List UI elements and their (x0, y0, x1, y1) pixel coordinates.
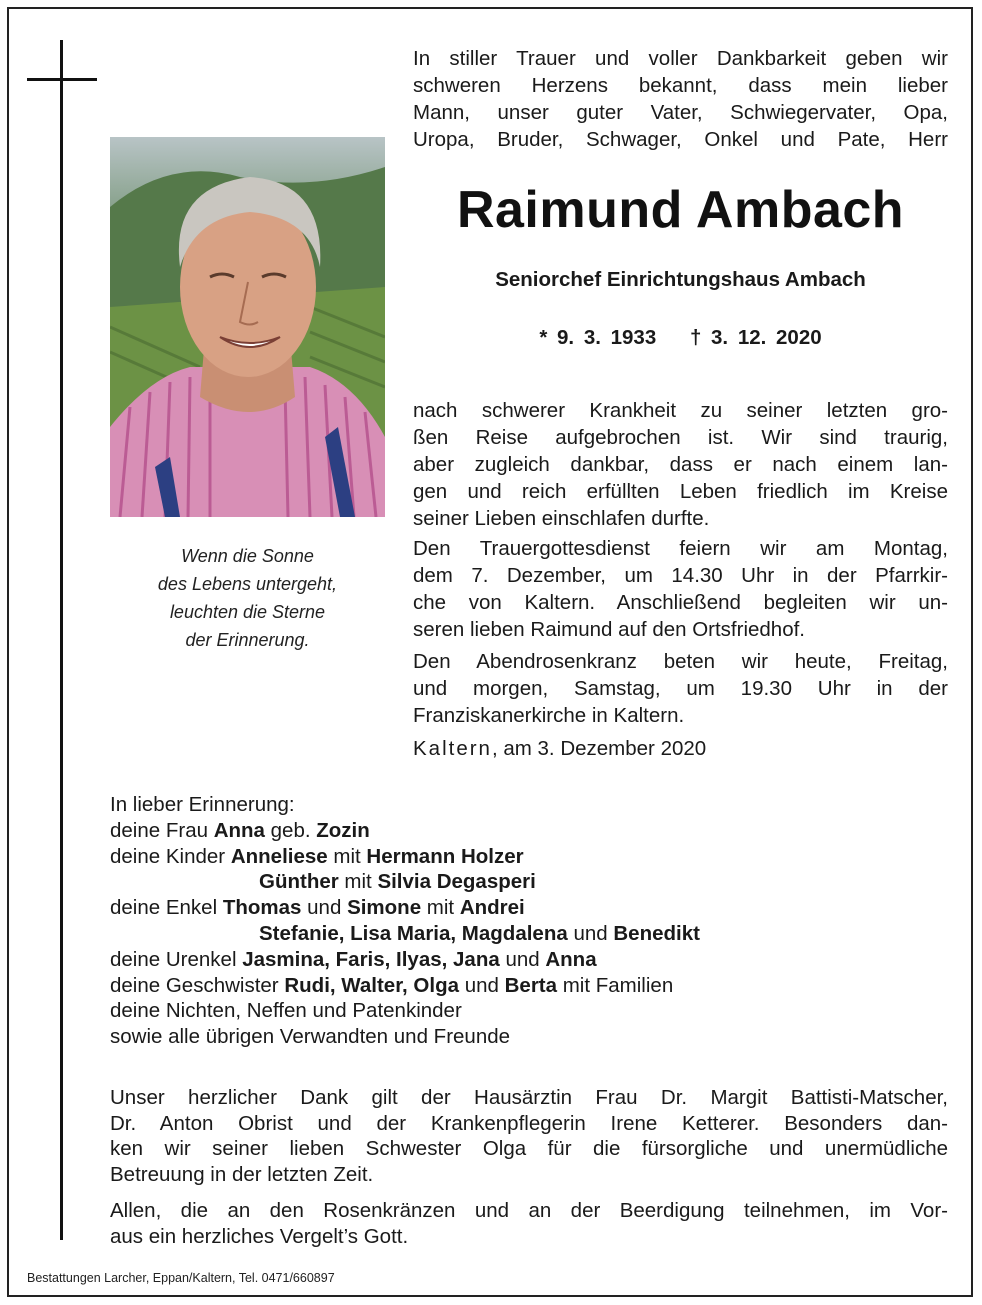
paragraph-rosary (413, 648, 948, 729)
portrait-photo (110, 137, 385, 517)
thanks-line: Allen, die an den Rosenkränzen und an der Beerdigung teilnehmen, im Vor- (110, 1199, 948, 1222)
paragraph-line: seiner Lieben einschlafen durfte. (413, 507, 710, 530)
mourners-row: sowie alle übrigen Verwandten und Freunde (110, 1025, 511, 1049)
paragraph-line: Franziskanerkirche in Kaltern. (413, 704, 685, 727)
paragraph-line: Den Trauergottesdienst feiern wir am Montag, (413, 537, 948, 560)
paragraph-line: Den Abendrosenkranz beten wir heute, Freitag, (413, 650, 948, 673)
intro-line: In stiller Trauer und voller Dankbarkeit geben wir (413, 47, 948, 70)
quote-line: leuchten die Sterne (169, 602, 326, 622)
paragraph-line: che von Kaltern. Anschließend begleiten wir un- (413, 591, 948, 614)
intro-text (413, 45, 948, 153)
place-name: Kaltern (413, 737, 492, 760)
paragraph-line: seren lieben Raimund auf den Ortsfriedhof. (413, 618, 806, 641)
mourners-heading: In lieber Erinnerung: (110, 793, 295, 816)
funeral-home-footer: Bestattungen Larcher, Eppan/Kaltern, Tel. 0471/660897 (27, 1271, 335, 1285)
paragraph-line: gen und reich erfüllten Leben friedlich im Kreise (413, 480, 948, 503)
mourners-row: deine Kinder Anneliese mit Hermann Holzer (110, 844, 524, 868)
life-dates (413, 326, 948, 350)
thanks-closing (110, 1198, 948, 1249)
paragraph-passing (413, 397, 948, 532)
notice-date: , am 3. Dezember 2020 (491, 737, 707, 760)
cross-icon-bar (27, 78, 97, 81)
thanks-paragraph (110, 1085, 948, 1187)
paragraph-line: aber zugleich dankbar, dass er nach einem lan- (413, 453, 948, 476)
intro-line: Mann, unser guter Vater, Schwiegervater, Opa, (413, 101, 948, 124)
paragraph-line: ßen Reise aufgebrochen ist. Wir sind traurig, (413, 426, 948, 449)
intro-line: schweren Herzens bekannt, dass mein lieber (413, 74, 948, 97)
quote-line: Wenn die Sonne (181, 546, 314, 566)
paragraph-line: dem 7. Dezember, um 14.30 Uhr in der Pfarrkir- (413, 564, 948, 587)
paragraph-line: nach schwerer Krankheit zu seiner letzten gro- (413, 399, 948, 422)
memorial-quote (110, 542, 385, 654)
deceased-name: Raimund Ambach (456, 181, 905, 239)
quote-line: des Lebens untergeht, (157, 574, 338, 594)
deceased-title: Seniorchef Einrichtungshaus Ambach (495, 268, 866, 291)
mourners-row: deine Urenkel Jasmina, Faris, Ilyas, Jana und Anna (110, 947, 597, 971)
paragraph-funeral (413, 535, 948, 643)
mourners-row: Stefanie, Lisa Maria, Magdalena und Benedikt (259, 921, 700, 945)
thanks-line: Unser herzlicher Dank gilt der Hausärztin Frau Dr. Margit Battisti-Matscher, (110, 1086, 948, 1109)
mourners-row: deine Nichten, Neffen und Patenkinder (110, 999, 462, 1023)
thanks-line: aus ein herzliches Vergelt’s Gott. (110, 1224, 409, 1248)
death-date: † 3. 12. 2020 (689, 326, 822, 349)
mourners-row: deine Frau Anna geb. Zozin (110, 818, 370, 842)
mourners-list (110, 792, 970, 1050)
mourners-row: Günther mit Silvia Degasperi (259, 870, 536, 894)
paragraph-line: und morgen, Samstag, um 19.30 Uhr in der (413, 677, 948, 700)
cross-icon (60, 40, 63, 1240)
thanks-line: ken wir seiner lieben Schwester Olga für die fürsorgliche und unermüdliche (110, 1137, 948, 1160)
thanks-line: Dr. Anton Obrist und der Krankenpflegerin Irene Ketterer. Besonders dan- (110, 1111, 948, 1135)
mourners-row: deine Geschwister Rudi, Walter, Olga und Berta mit Familien (110, 973, 674, 997)
mourners-row: deine Enkel Thomas und Simone mit Andrei (110, 896, 525, 920)
quote-line: der Erinnerung. (185, 630, 310, 650)
thanks-line: Betreuung in der letzten Zeit. (110, 1162, 374, 1186)
intro-line: Uropa, Bruder, Schwager, Onkel und Pate, Herr (413, 128, 948, 151)
place-date (413, 737, 706, 761)
birth-date: * 9. 3. 1933 (539, 326, 657, 349)
